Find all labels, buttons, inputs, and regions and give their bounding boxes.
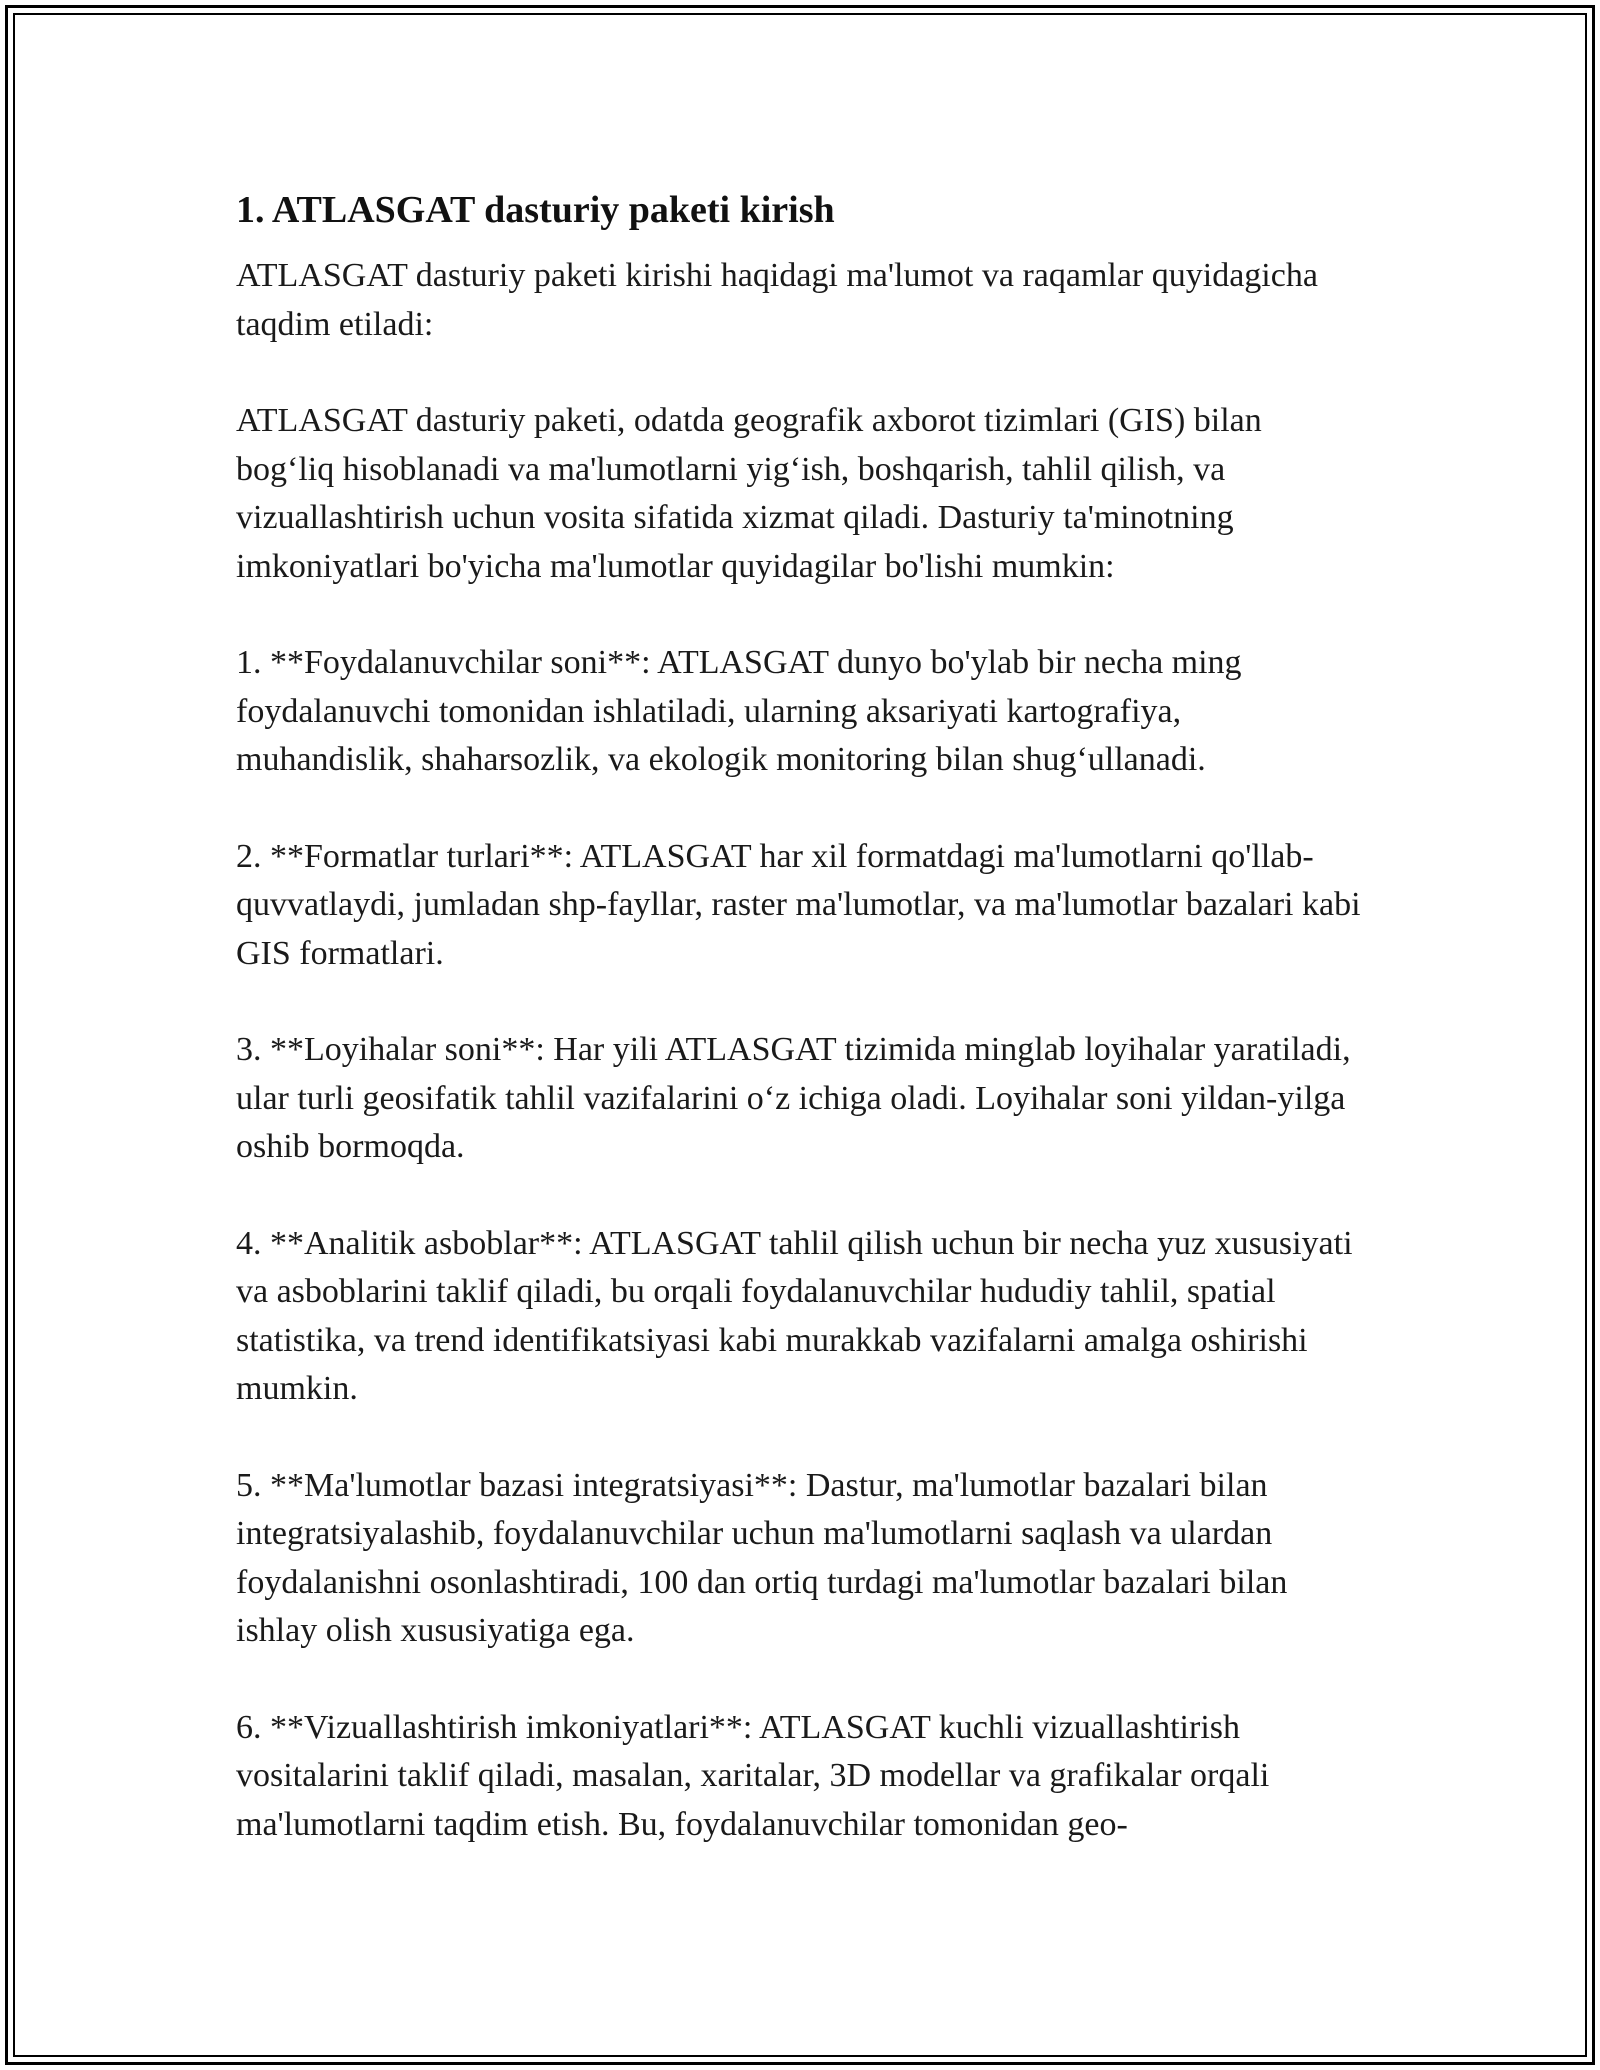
list-item-projects: 3. **Loyihalar soni**: Har yili ATLASGAT tizimida minglab loyihalar yaratiladi, ular turli geosifatik tahlil vazifalarini o‘z ichiga oladi. Loyihalar soni yildan-yilga oshib bormoqda. [236,1031,1351,1165]
list-item-analytics: 4. **Analitik asboblar**: ATLASGAT tahlil qilish uchun bir necha yuz xususiyati va asboblarini taklif qiladi, bu orqali foydalanuvchilar hududiy tahlil, spatial statistika, va trend identifikatsiyasi kabi murakkab vazifalarni amalga oshirishi mumkin. [236,1224,1353,1407]
list-item-database: 5. **Ma'lumotlar bazasi integratsiyasi**: Dastur, ma'lumotlar bazalari bilan integratsiyalashib, foydalanuvchilar uchun ma'lumotlarni saqlash va ulardan foydalanishni osonlashtiradi, 100 dan ortiq turdagi ma'lumotlar bazalari bilan ishlay olish xususiyatiga ega. [236,1466,1288,1649]
document-body [236,186,1366,1897]
list-item-users: 1. **Foydalanuvchilar soni**: ATLASGAT dunyo bo'ylab bir necha ming foydalanuvchi tomonidan ishlatiladi, ularning aksariyati kartografiya, muhandislik, shaharsozlik, va ekologik monitoring bilan shug‘ullanadi. [236,644,1242,778]
intro-paragraph: ATLASGAT dasturiy paketi kirishi haqidagi ma'lumot va raqamlar quyidagicha taqdim etiladi: [236,257,1318,343]
list-item-formats: 2. **Formatlar turlari**: ATLASGAT har xil formatdagi ma'lumotlarni qo'llab-quvvatlaydi, jumladan shp-fayllar, raster ma'lumotlar, va ma'lumotlar bazalari kabi GIS formatlari. [236,837,1361,972]
list-item-visualization: 6. **Vizuallashtirish imkoniyatlari**: ATLASGAT kuchli vizuallashtirish vositalarini taklif qiladi, masalan, xaritalar, 3D modellar va grafikalar orqali ma'lumotlarni taqdim etish. Bu, foydalanuvchilar tomonidan geo- [236,1708,1270,1843]
section-heading: 1. ATLASGAT dasturiy paketi kirish [236,189,835,231]
description-paragraph: ATLASGAT dasturiy paketi, odatda geografik axborot tizimlari (GIS) bilan bog‘liq hisoblanadi va ma'lumotlarni yig‘ish, boshqarish, tahlil qilish, va vizuallashtirish uchun vosita sifatida xizmat qiladi. Dasturiy ta'minotning imkoniyatlari bo'yicha ma'lumotlar quyidagilar bo'lishi mumkin: [236,402,1262,585]
